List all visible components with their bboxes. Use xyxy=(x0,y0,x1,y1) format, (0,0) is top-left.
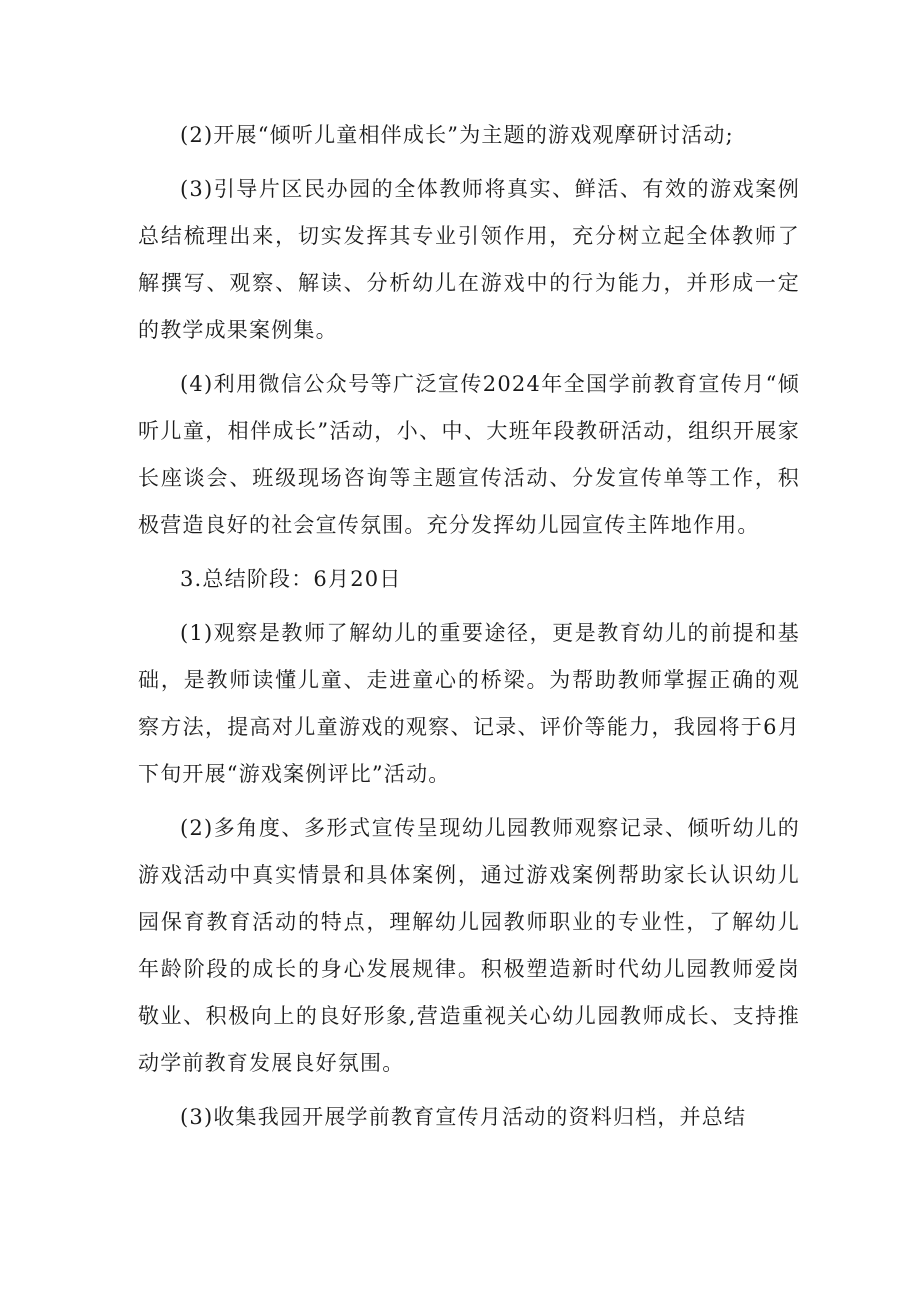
section-heading-summary-stage: 3.总结阶段：6月20日 xyxy=(180,567,402,591)
paragraph-item-3-case-summary: (3)引导片区民办园的全体教师将真实、鲜活、有效的游戏案例总结梳理出来，切实发挥其专业引领作用，充分树立起全体教师了解撰写、观察、解读、分析幼儿在游戏中的行为能力，并形成一定的教学成果案例集。 xyxy=(138,177,800,342)
paragraph-item-2-observation-activity: (2)开展“倾听儿童相伴成长”为主题的游戏观摩研讨活动; xyxy=(180,123,734,147)
paragraph-item-1-case-evaluation: (1)观察是教师了解幼儿的重要途径，更是教育幼儿的前提和基础，是教师读懂儿童、走进童心的桥梁。为帮助教师掌握正确的观察方法，提高对儿童游戏的观察、记录、评价等能力，我园将于6月下旬开展“游戏案例评比”活动。 xyxy=(138,621,800,786)
paragraph-item-3-archive: (3)收集我园开展学前教育宣传月活动的资料归档，并总结 xyxy=(180,1105,747,1129)
paragraph-item-2-multi-angle-publicity: (2)多角度、多形式宣传呈现幼儿园教师观察记录、倾听幼儿的游戏活动中真实情景和具体案例，通过游戏案例帮助家长认识幼儿园保育教育活动的特点，理解幼儿园教师职业的专业性，了解幼儿年龄阶段的成长的身心发展规律。积极塑造新时代幼儿园教师爱岗敬业、积极向上的良好形象,营造重视关心幼儿园教师成长、支持推动学前教育发展良好氛围。 xyxy=(138,816,800,1075)
document-body xyxy=(138,112,800,1141)
paragraph-item-4-publicity: (4)利用微信公众号等广泛宣传2024年全国学前教育宣传月“倾听儿童，相伴成长”活动，小、中、大班年段教研活动，组织开展家长座谈会、班级现场咨询等主题宣传活动、分发宣传单等工作，积极营造良好的社会宣传氛围。充分发挥幼儿园宣传主阵地作用。 xyxy=(138,372,800,537)
